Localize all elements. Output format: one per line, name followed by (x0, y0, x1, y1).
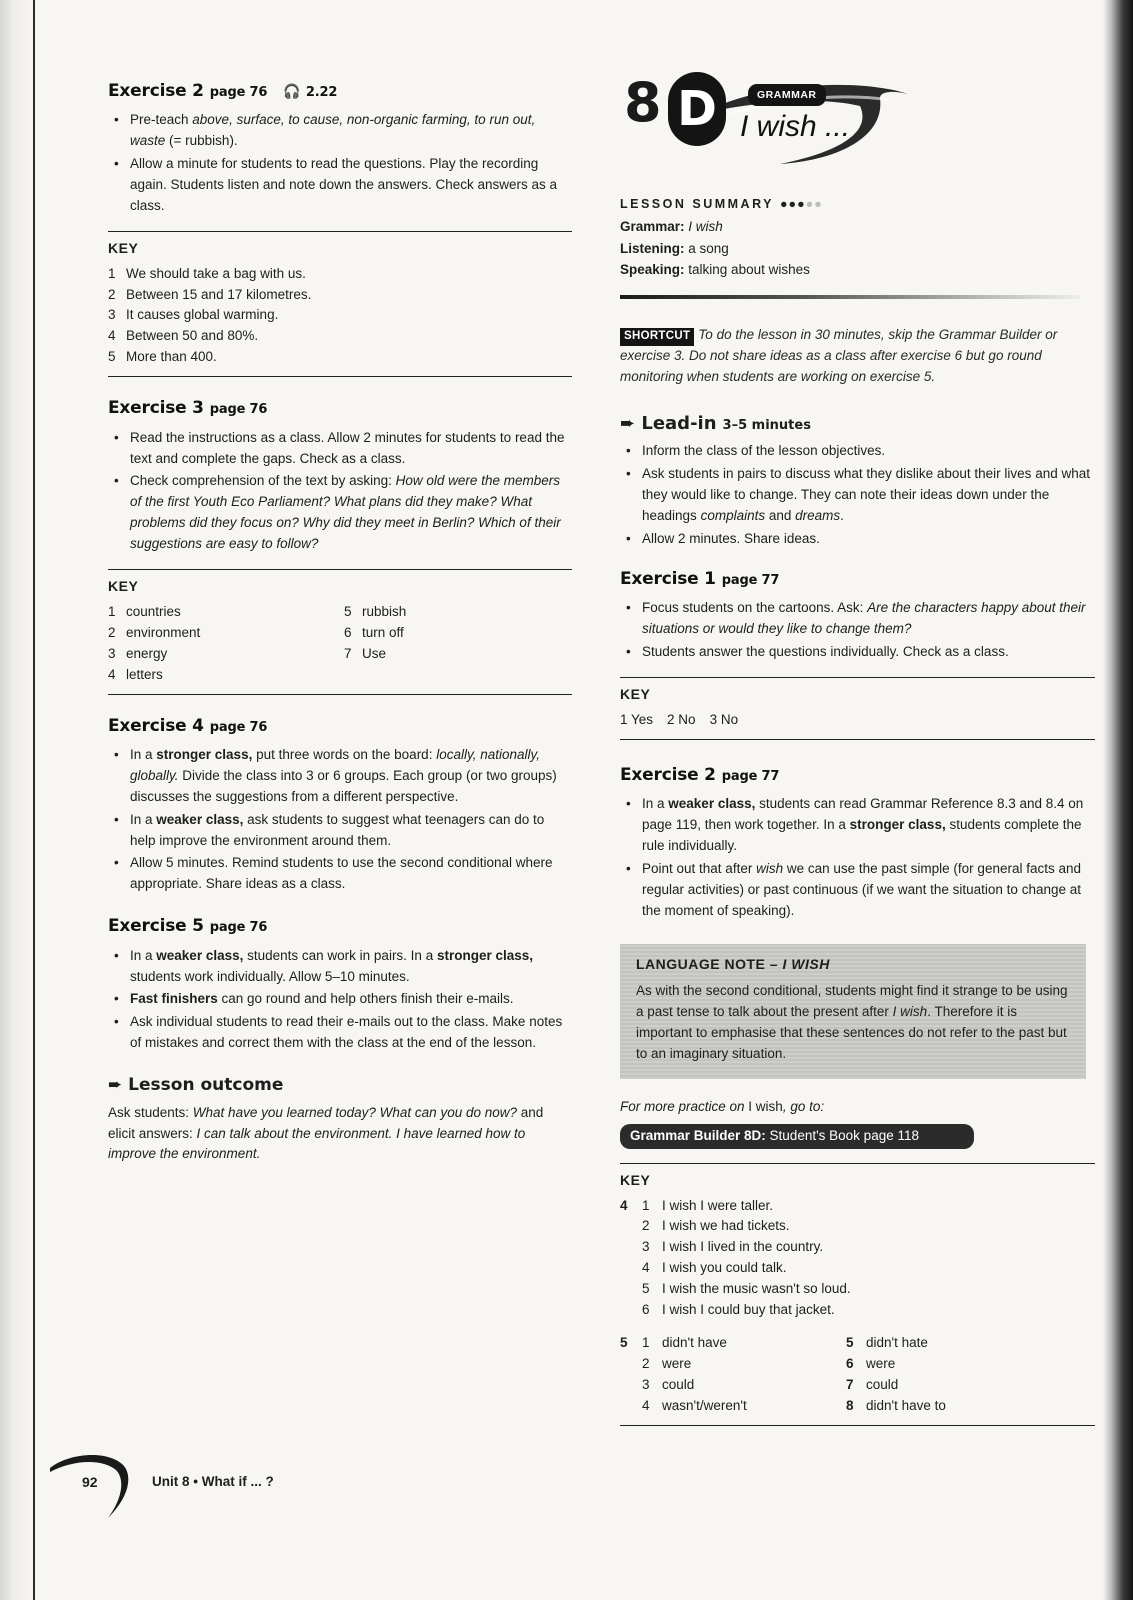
list-item: • In a weaker class, students can work in pairs. In a stronger class, students work individually. Allow 5–10 minutes. (108, 946, 572, 988)
shortcut-tag: SHORTCUT (620, 328, 694, 346)
exercise-4-left (108, 713, 572, 896)
exercise-heading (620, 566, 1095, 592)
key-item (620, 1237, 1095, 1258)
item-number: 3 (642, 1239, 650, 1255)
lesson-summary-title: LESSON SUMMARY ●●●●● (620, 197, 823, 211)
exercise-title: Exercise 5 (108, 916, 204, 937)
bullet-list (108, 745, 572, 895)
list-item: • Pre-teach above, surface, to cause, non-organic farming, to run out, waste (= rubbish). (108, 110, 572, 152)
item-text: Between 15 and 17 kilometres. (126, 286, 312, 302)
item-text: didn't have (662, 1335, 727, 1351)
question-number (620, 1354, 642, 1375)
item-number: 2 (642, 1218, 650, 1234)
item-number: 1 (642, 1197, 650, 1213)
item-text: were (662, 1356, 692, 1371)
key-inline (620, 710, 1095, 731)
exercise-title: Exercise 3 (108, 398, 204, 419)
exercise-2-right (620, 762, 1095, 922)
item-text: I wish I were taller. (662, 1197, 774, 1213)
key-item: 2 No (667, 711, 696, 727)
item-text: were (866, 1356, 896, 1371)
lesson-title: I wish ... (740, 110, 851, 143)
item-number: 7 (344, 645, 352, 661)
key-item: 1 Yes (620, 711, 654, 727)
key-item (108, 264, 572, 285)
item-number: 1 (642, 1335, 650, 1351)
question-number (620, 1237, 642, 1258)
page-ref: page 76 (209, 85, 268, 100)
lesson-outcome-heading: ➨ Lesson outcome (108, 1075, 284, 1096)
language-note (620, 944, 1086, 1079)
item-number: 5 (108, 349, 116, 365)
key-item (108, 305, 572, 326)
key-item (620, 1196, 1095, 1217)
answer-key (108, 569, 572, 694)
exercise-3-left (108, 395, 572, 694)
question-number (620, 1396, 642, 1417)
bullet-list (108, 946, 572, 1055)
page-ref: page 76 (209, 920, 268, 936)
item-text: I wish I could buy that jacket. (662, 1302, 835, 1318)
answer-key (620, 677, 1095, 740)
key-list (108, 264, 572, 369)
key-item: 3 No (709, 711, 739, 727)
item-text: countries (126, 603, 181, 619)
list-item: • Check comprehension of the text by asking: How old were the members of the first Youth Eco Parliament? What plans did they make? What problems did they focus on? Why did they meet in Berlin? Which of their suggestions are easy to follow? (108, 471, 572, 555)
key-item (620, 1258, 1095, 1279)
bullet-list (108, 428, 572, 556)
list-item: • In a stronger class, put three words on the board: locally, nationally, globally. Divide the class into 3 or 6 groups. Each group (or two groups) discusses the suggestions from a different perspective. (108, 745, 572, 808)
key-item (108, 326, 572, 347)
key-item (108, 665, 344, 686)
key-item (108, 644, 344, 665)
page-ref: page 77 (721, 573, 780, 589)
item-text: I wish the music wasn't so loud. (662, 1281, 851, 1297)
item-number: 4 (108, 328, 116, 344)
list-item: • Read the instructions as a class. Allow 2 minutes for students to read the text and complete the gaps. Check as a class. (108, 428, 572, 470)
page-ref: page 76 (209, 719, 268, 735)
item-number: 8 (846, 1397, 854, 1413)
lesson-badge (620, 72, 724, 152)
exercise-heading (108, 395, 572, 421)
list-item: • Ask students in pairs to discuss what they dislike about their lives and what they would like to change. They can note their ideas down under the headings complaints and dreams. (620, 464, 1095, 527)
key-title: KEY (620, 1171, 651, 1188)
exercise-title: Exercise 4 (108, 715, 204, 736)
page-number: 92 (82, 1474, 98, 1490)
item-text: Use (362, 645, 387, 661)
question-number (620, 1258, 642, 1279)
bullet-list (108, 110, 572, 217)
key-item (344, 644, 406, 665)
exercise-title: Exercise 1 (620, 569, 716, 590)
item-text: turn off (362, 624, 404, 640)
key-list (620, 1333, 846, 1417)
item-text: I wish we had tickets. (662, 1218, 790, 1234)
arrow-icon: ➨ (108, 1075, 129, 1096)
arrow-icon: ➨ (620, 412, 642, 434)
list-item: • Allow 2 minutes. Share ideas. (620, 529, 1095, 550)
page-binding-shadow (0, 0, 36, 1600)
question-number (620, 1279, 642, 1300)
grammar-builder-reference: Grammar Builder 8D: Student's Book page 118 (620, 1124, 974, 1149)
key-list (846, 1333, 946, 1417)
key-item (108, 623, 344, 644)
exercise-heading (620, 762, 1095, 788)
exercise-1-right (620, 566, 1095, 740)
list-item: • Inform the class of the lesson objectives. (620, 441, 1095, 462)
exercise-5-left (108, 913, 572, 1054)
item-text: didn't hate (866, 1335, 928, 1351)
page-footer (50, 1446, 450, 1526)
exercise-title: Exercise 2 (620, 764, 716, 785)
key-item (108, 602, 344, 623)
question-number (620, 1216, 642, 1237)
key-item (620, 1375, 846, 1396)
item-text: It causes global warming. (126, 307, 279, 323)
exercise-2-left (108, 78, 572, 377)
key-list (108, 602, 344, 686)
key-list (344, 602, 406, 686)
item-number: 6 (846, 1356, 854, 1371)
item-number: 6 (642, 1302, 650, 1318)
item-number: 5 (642, 1281, 650, 1297)
item-text: could (662, 1376, 695, 1392)
key-columns (108, 602, 572, 686)
item-text: environment (126, 624, 201, 640)
exercise-title: Exercise 2 (108, 81, 204, 101)
exercise-heading (108, 713, 572, 739)
question-number (620, 1375, 642, 1396)
item-number: 7 (846, 1376, 854, 1392)
key-item (846, 1354, 946, 1375)
bullet-list (620, 598, 1095, 663)
binding-line (33, 0, 35, 1600)
item-number: 1 (108, 265, 116, 281)
answer-key (108, 231, 572, 377)
item-number: 2 (108, 624, 116, 640)
list-item: • Allow a minute for students to read the questions. Play the recording again. Students listen and note down the answers. Check answers as a class. (108, 154, 572, 217)
item-text: Between 50 and 80%. (126, 328, 259, 344)
item-number: 5 (846, 1335, 854, 1351)
key-title: KEY (620, 686, 651, 703)
page-edge-shadow (1103, 0, 1133, 1600)
shortcut-note: SHORTCUT To do the lesson in 30 minutes, skip the Grammar Builder or exercise 3. Do not share ideas as a class after exercise 6 but go round monitoring when students are working on exercise 5. (620, 326, 1058, 384)
item-number: 4 (108, 666, 116, 682)
item-text: letters (126, 666, 163, 682)
key-item (620, 1216, 1095, 1237)
summary-listening: Listening: a song (620, 240, 729, 256)
key-item (620, 1354, 846, 1375)
list-item: • In a weaker class, ask students to suggest what teenagers can do to help improve the environment around them. (108, 810, 572, 852)
list-item: • Students answer the questions individually. Check as a class. (620, 642, 1095, 663)
key-title: KEY (108, 578, 139, 595)
headphones-icon: 🎧 (282, 84, 301, 100)
item-number: 4 (642, 1397, 650, 1413)
key-item (108, 285, 572, 306)
answer-key-grammar-builder (620, 1163, 1095, 1426)
item-text: I wish you could talk. (662, 1260, 787, 1276)
audio-track: 2.22 (305, 85, 338, 100)
bullet-list (620, 794, 1095, 922)
item-number: 3 (108, 645, 116, 661)
item-number: 2 (108, 286, 116, 302)
key-item (620, 1396, 846, 1417)
lesson-outcome (108, 1072, 572, 1165)
key-list (620, 1196, 1095, 1322)
page-ref: page 76 (209, 402, 268, 418)
divider (620, 295, 1080, 299)
question-number: 4 (620, 1197, 628, 1213)
item-number: 1 (108, 603, 116, 619)
lesson-outcome-text: Ask students: What have you learned today? What can you do now? and elicit answers: I can talk about the environment. I have learned how to improve the environment. (108, 1104, 544, 1162)
summary-grammar: Grammar: I wish (620, 219, 723, 234)
key-item (344, 602, 406, 623)
summary-speaking: Speaking: talking about wishes (620, 262, 810, 278)
list-item: • Fast finishers can go round and help others finish their e-mails. (108, 989, 572, 1010)
language-note-title: LANGUAGE NOTE – I WISH (636, 955, 830, 972)
lesson-letter: D (668, 72, 726, 146)
page-ref: page 77 (721, 768, 780, 784)
question-number: 5 (620, 1335, 628, 1351)
key-title: KEY (108, 239, 139, 256)
lesson-summary (620, 194, 1095, 281)
list-item: • In a weaker class, students can read Grammar Reference 8.3 and 8.4 on page 119, then work together. In a stronger class, students complete the rule individually. (620, 794, 1095, 857)
key-item (620, 1333, 846, 1354)
item-text: didn't have to (866, 1397, 946, 1413)
item-number: 3 (108, 307, 116, 323)
lead-in-heading: ➨ Lead-in 3–5 minutes (620, 412, 811, 434)
bullet-list (620, 441, 1095, 550)
key-item (344, 623, 406, 644)
unit-number: 8 (624, 71, 662, 134)
item-number: 4 (642, 1260, 650, 1276)
list-item: • Focus students on the cartoons. Ask: Are the characters happy about their situations or would they like to change them? (620, 598, 1095, 640)
key-item (620, 1300, 1095, 1321)
unit-label: Unit 8 • What if ... ? (152, 1474, 274, 1489)
key-item (108, 347, 572, 368)
list-item: • Point out that after wish we can use the past simple (for general facts and regular activities) or past continuous (if we want the situation to change at the moment of speaking). (620, 859, 1095, 922)
key-item (846, 1396, 946, 1417)
item-number: 6 (344, 624, 352, 640)
item-text: rubbish (362, 603, 407, 619)
list-item: • Ask individual students to read their e-mails out to the class. Make notes of mistakes and correct them with the class at the end of the lesson. (108, 1012, 572, 1054)
exercise-heading (108, 913, 572, 939)
difficulty-dots: ●●●●● (780, 197, 823, 211)
list-item: • Allow 5 minutes. Remind students to use the second conditional where appropriate. Share ideas as a class. (108, 853, 572, 895)
key-item (620, 1279, 1095, 1300)
left-column (108, 78, 572, 1183)
item-number: 5 (344, 603, 352, 619)
item-text: energy (126, 645, 168, 661)
item-number: 3 (642, 1376, 650, 1392)
more-practice: For more practice on I wish, go to: (620, 1099, 825, 1115)
key-columns (620, 1333, 1095, 1417)
exercise-heading (108, 78, 572, 104)
item-text: could (866, 1376, 899, 1392)
question-number (620, 1300, 642, 1321)
language-note-text: As with the second conditional, students might find it strange to be using a past tense to talk about the present after I wish. Therefore it is important to emphasise that these sentences do not refer to the past but to an imaginary situation. (636, 983, 1068, 1062)
lesson-header (620, 70, 1095, 180)
grammar-tag: GRAMMAR (748, 84, 826, 106)
item-text: More than 400. (126, 349, 217, 365)
right-column (620, 70, 1095, 1444)
item-text: I wish I lived in the country. (662, 1239, 824, 1255)
item-text: We should take a bag with us. (126, 265, 306, 281)
item-number: 2 (642, 1356, 650, 1371)
item-text: wasn't/weren't (662, 1397, 747, 1413)
key-item (846, 1333, 946, 1354)
key-item (846, 1375, 946, 1396)
